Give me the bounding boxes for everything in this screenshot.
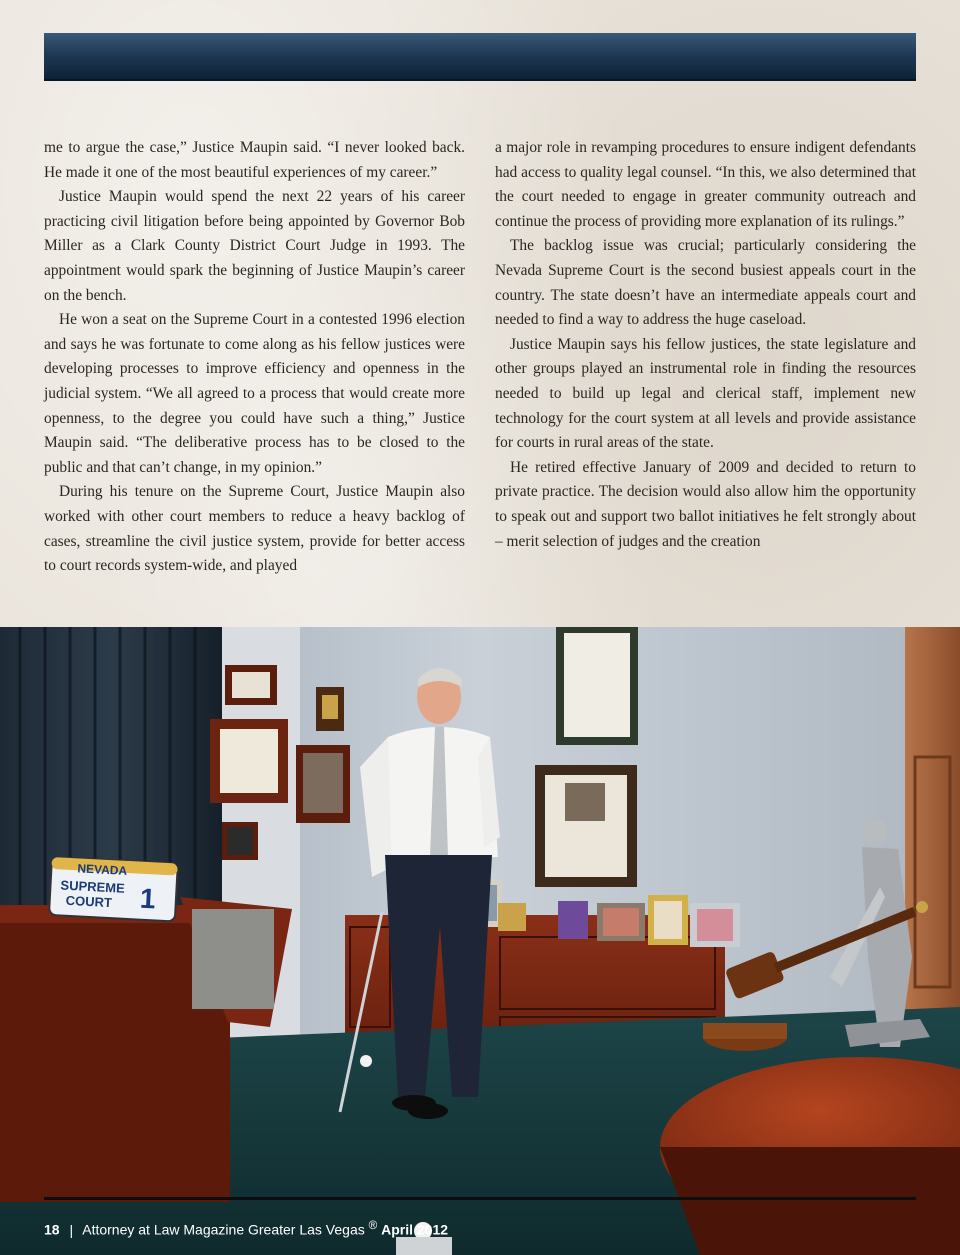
plate-number: 1 — [139, 882, 157, 915]
article-paragraph: Justice Maupin says his fellow justices, the state legislature and other groups played an instrumental role in finding the resources needed to build up legal and clerical staff, implement new technology for the court system at all levels and provide assistance for courts in rural areas of the state. — [495, 335, 916, 452]
issue-date: April 2012 — [381, 1221, 449, 1238]
article-column-right — [495, 136, 916, 554]
page-footer — [44, 1219, 448, 1241]
article-paragraph: During his tenure on the Supreme Court, Justice Maupin also worked with other court members to reduce a heavy backlog of cases, streamline the civil justice system, provide for better access to court records system-wide, and played — [44, 483, 465, 575]
article-column-left — [44, 136, 465, 579]
footer-separator: | — [69, 1221, 74, 1238]
plate-state: NEVADA — [77, 861, 128, 878]
plate-line1: SUPREME — [60, 877, 126, 896]
office-photo — [0, 627, 960, 1255]
article-paragraph: Justice Maupin would spend the next 22 years of his career practicing civil litigation before being appointed by Governor Bob Miller as a Clark County District Court Judge in 1993. The appointment would spark the beginning of Justice Maupin’s career on the bench. — [44, 188, 465, 304]
header-band — [44, 33, 916, 81]
article-paragraph: The backlog issue was crucial; particularly considering the Nevada Supreme Court is the second busiest appeals court in the country. The state doesn’t have an intermediate appeals court and needed to find a way to address the huge caseload. — [495, 237, 916, 329]
footer-rule — [44, 1197, 916, 1200]
page-number: 18 — [44, 1221, 60, 1238]
article-paragraph: He retired effective January of 2009 and decided to return to private practice. The decision would also allow him the opportunity to speak out and support two ballot initiatives he felt strongly about – merit selection of judges and the creation — [495, 458, 916, 550]
office-photo-illustration — [0, 627, 960, 1255]
article-paragraph: He won a seat on the Supreme Court in a contested 1996 election and says he was fortunate to come along as his fellow justices were developing processes to improve efficiency and openness in the judicial system. “We all agreed to a process that would create more openness, to the degree you could have such a thing,” Justice Maupin said. “The deliberative process has to be closed to the public and that can’t change, in my opinion.” — [44, 311, 465, 476]
plate-line2: COURT — [65, 892, 113, 911]
article-paragraph: a major role in revamping procedures to ensure indigent defendants had access to quality legal counsel. “In this, we also determined that the court needed to engage in greater community outreach and continue the process of providing more explanation of its rulings.” — [495, 139, 916, 230]
registered-mark: ® — [368, 1219, 378, 1232]
license-plate — [49, 857, 178, 922]
article-paragraph: me to argue the case,” Justice Maupin said. “I never looked back. He made it one of the most beautiful experiences of my career.” — [44, 139, 465, 181]
publication-name: Attorney at Law Magazine Greater Las Vegas — [82, 1221, 365, 1238]
